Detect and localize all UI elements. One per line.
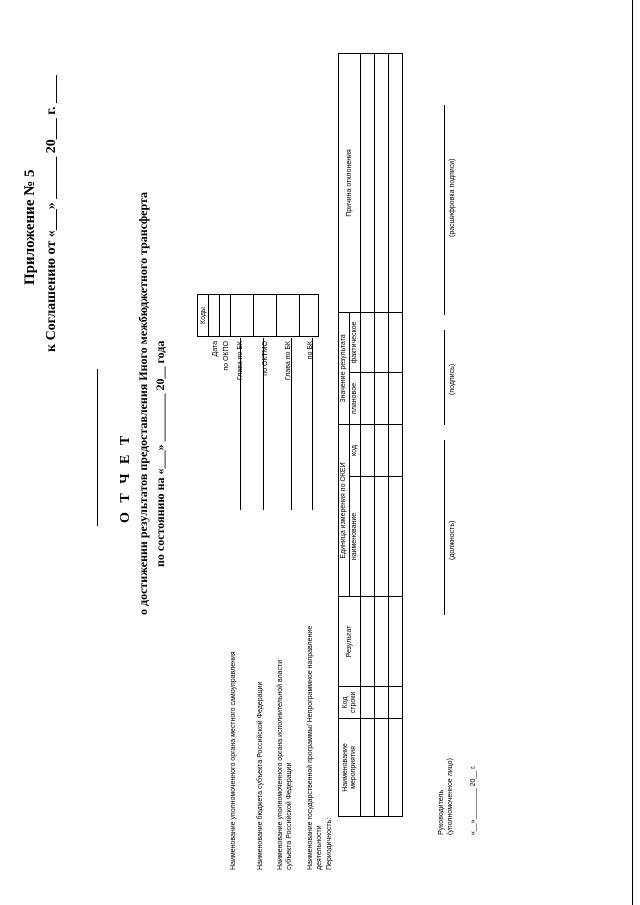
- table-cell[interactable]: [361, 312, 375, 372]
- signature-head-label: Руководитель: [438, 789, 445, 835]
- code-cell-bk[interactable]: [300, 295, 319, 337]
- codes-header: Коды: [198, 295, 209, 337]
- code-label-date: Дата: [212, 341, 219, 357]
- code-cell-oktmo[interactable]: [254, 295, 277, 337]
- report-subtitle: о достижении результатов предоставления Иного межбюджетного трансферта: [136, 191, 150, 615]
- header-okei: Единица измерения по ОКЕИ: [339, 424, 350, 596]
- table-row: [389, 53, 403, 816]
- codes-table: [197, 294, 319, 337]
- field-label-executive-body-line2: субъекта Российской Федерации: [286, 762, 293, 870]
- header-row-code: Код строки: [339, 687, 361, 719]
- table-cell[interactable]: [375, 477, 389, 597]
- field-label-program-line2: деятельности: [316, 825, 323, 870]
- page-edge-rule: [632, 0, 633, 905]
- signature-sign-caption: (подпись): [449, 363, 456, 395]
- table-cell[interactable]: [361, 53, 375, 312]
- code-cell-date[interactable]: [209, 295, 220, 337]
- header-value: Значение результата: [339, 312, 350, 424]
- table-cell[interactable]: [375, 372, 389, 424]
- table-cell[interactable]: [361, 687, 375, 719]
- table-cell[interactable]: [389, 597, 403, 687]
- header-okei-code: код: [350, 424, 361, 476]
- table-cell[interactable]: [375, 312, 389, 372]
- table-row: [375, 53, 389, 816]
- field-label-budget: Наименование бюджета субъекта Российской Федерации: [257, 681, 264, 870]
- field-label-program: [306, 626, 324, 870]
- code-label-chapter-bk: Глава по БК: [237, 341, 244, 381]
- field-label-executive-body: [276, 660, 294, 870]
- table-cell[interactable]: [375, 597, 389, 687]
- code-cell-chapter-bk[interactable]: [231, 295, 254, 337]
- header-okei-name: наименование: [350, 477, 361, 597]
- table-cell[interactable]: [361, 597, 375, 687]
- table-cell[interactable]: [389, 719, 403, 817]
- table-row: [361, 53, 375, 816]
- field-label-periodicity: Периодичность:: [326, 817, 333, 870]
- field-label-municipal-body: Наименование уполномоченного органа местного самоуправления: [230, 651, 237, 870]
- code-label-chapter-bk-2: Глава по БК: [285, 341, 292, 381]
- table-cell[interactable]: [361, 477, 375, 597]
- signature-decoding-line[interactable]: [444, 105, 445, 315]
- table-cell[interactable]: [375, 424, 389, 476]
- signature-date: «__»________ 20__ г.: [470, 765, 477, 835]
- signature-position-caption: (должность): [449, 520, 456, 560]
- signature-sign-line[interactable]: [444, 330, 445, 425]
- header-reason: Причина отклонения: [339, 53, 361, 312]
- signature-head-label2: (уполномоченное лицо): [447, 758, 454, 835]
- code-cell-chapter-bk-2[interactable]: [277, 295, 300, 337]
- table-cell[interactable]: [375, 53, 389, 312]
- divider-line: [97, 369, 98, 526]
- report-date-line: по состоянию на «___» ________ 20__ года: [153, 340, 167, 567]
- table-cell[interactable]: [389, 312, 403, 372]
- report-title: О Т Ч Е Т: [118, 432, 133, 523]
- signature-position-line[interactable]: [444, 440, 445, 615]
- appendix-title: Приложение № 5: [22, 169, 38, 285]
- header-value-plan: плановое: [350, 372, 361, 424]
- table-cell[interactable]: [361, 719, 375, 817]
- table-cell[interactable]: [361, 372, 375, 424]
- code-cell-okpo[interactable]: [220, 295, 231, 337]
- field-label-program-line1: Наименование государственной программы/ Непрограммное направление: [307, 625, 314, 870]
- agreement-line: к Соглашению от «___» ______ 20___ г. ____: [44, 74, 59, 352]
- header-result: Результат: [339, 597, 361, 687]
- results-table: [338, 53, 403, 817]
- code-label-okpo: по ОКПО: [223, 341, 230, 371]
- table-cell[interactable]: [389, 424, 403, 476]
- table-cell[interactable]: [389, 372, 403, 424]
- code-label-oktmo: по ОКТМО: [262, 341, 269, 376]
- table-cell[interactable]: [361, 424, 375, 476]
- code-label-bk: по БК: [307, 341, 314, 360]
- table-cell[interactable]: [389, 477, 403, 597]
- table-cell[interactable]: [389, 53, 403, 312]
- table-cell[interactable]: [375, 719, 389, 817]
- field-label-executive-body-line1: Наименование уполномоченного органа исполнительной власти: [277, 659, 284, 870]
- table-cell[interactable]: [375, 687, 389, 719]
- table-cell[interactable]: [389, 687, 403, 719]
- header-value-fact: фактическое: [350, 312, 361, 372]
- header-event-name: Наименование мероприятия: [339, 719, 361, 817]
- signature-decoding-caption: (расшифровка подписи): [449, 158, 456, 237]
